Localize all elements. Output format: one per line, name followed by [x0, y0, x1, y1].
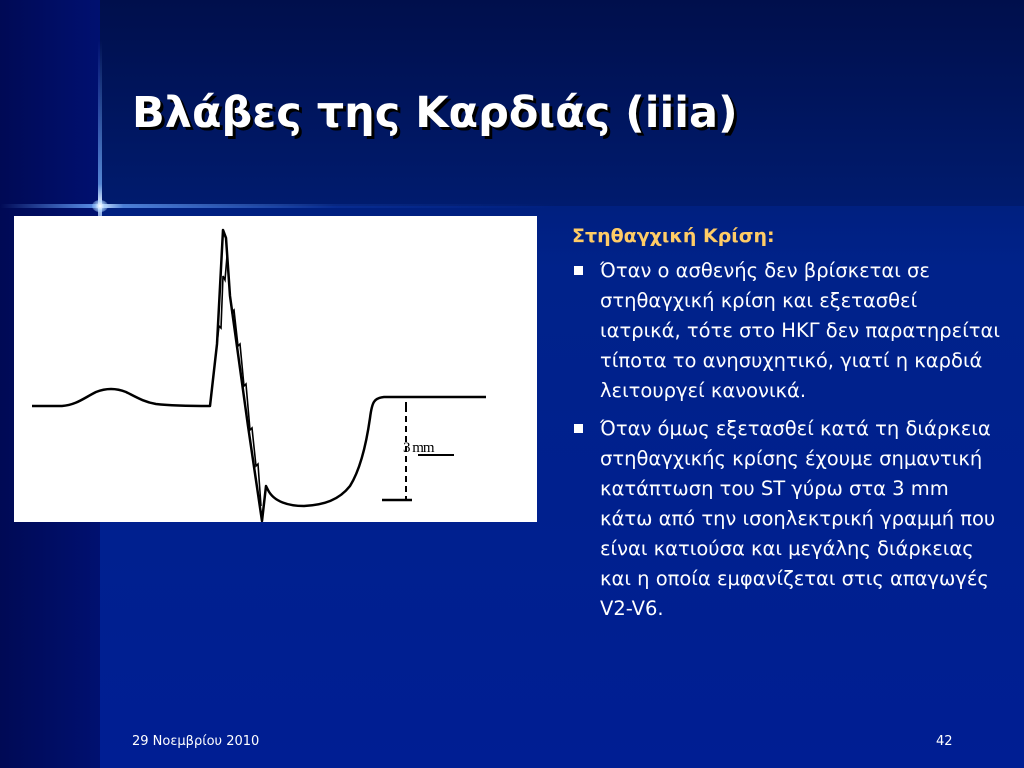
footer-date: 29 Νοεμβρίου 2010: [132, 734, 260, 749]
sparkle-icon: [92, 200, 108, 212]
bullet-item: [572, 414, 1002, 624]
square-bullet-icon: [574, 424, 583, 433]
ecg-measure-label: 3 mm: [403, 440, 434, 456]
section-heading: Στηθαγχική Κρίση:: [572, 225, 775, 247]
ecg-trace: [14, 216, 537, 522]
page-number: 42: [936, 734, 953, 749]
sparkle-horizontal: [0, 204, 560, 208]
ecg-image: [14, 216, 537, 522]
square-bullet-icon: [574, 266, 583, 275]
bullet-text: Όταν ο ασθενής δεν βρίσκεται σε στηθαγχική κρίση και εξετασθεί ιατρικά, τότε στο ΗΚΓ δεν παρατηρείται τίποτα το ανησυχητικό, γιατί η καρδιά λειτουργεί κανονικά.: [600, 259, 1000, 402]
content-area: [572, 224, 1002, 632]
slide-title: Βλάβες της Καρδιάς (iiia): [132, 88, 738, 138]
bullet-text: Όταν όμως εξετασθεί κατά τη διάρκεια στηθαγχικής κρίσης έχουμε σημαντική κατάπτωση του ST γύρω στα 3 mm κάτω από την ισοηλεκτρική γραμμή που είναι κατιούσα και μεγάλης διάρκειας και η οποία εμφανίζεται στις απαγωγές V2-V6.: [600, 417, 996, 620]
bullet-item: [572, 256, 1002, 406]
